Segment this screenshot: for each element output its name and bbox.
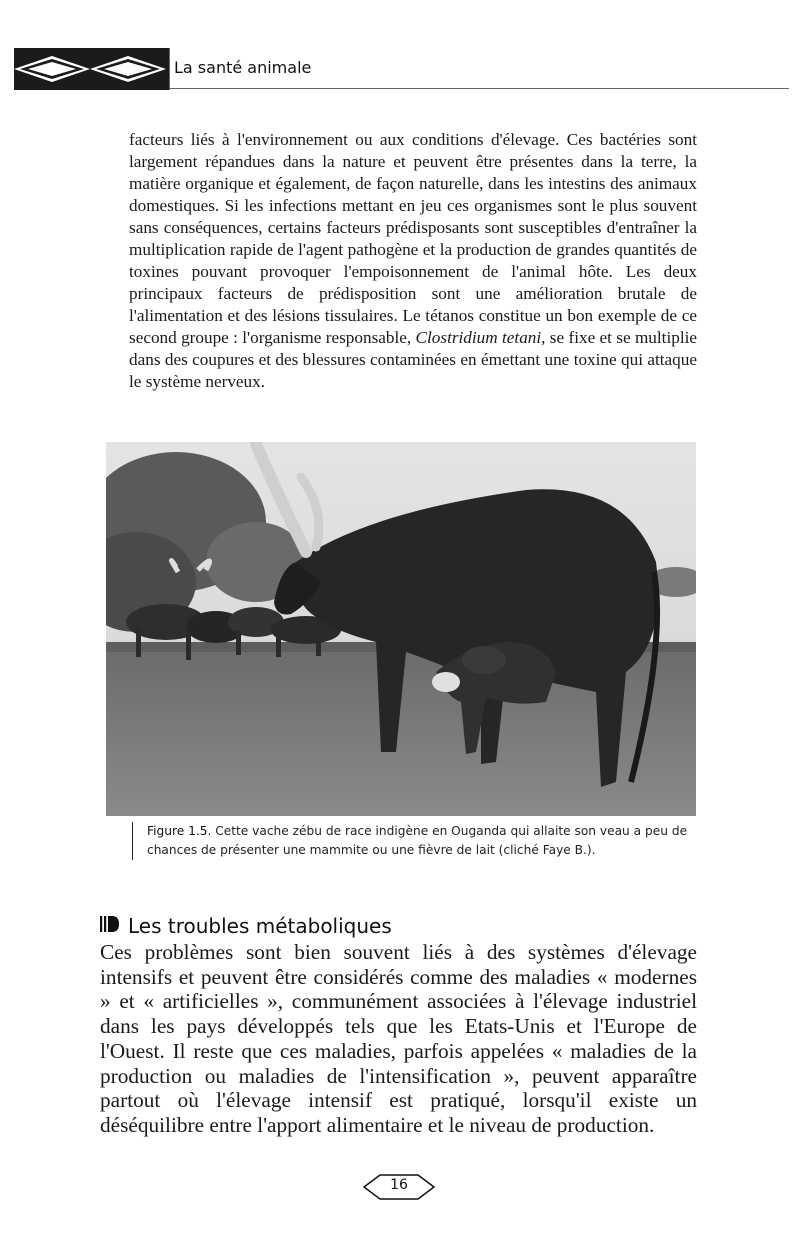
species-name: Clostridium tetani, [415,328,546,347]
body-text-part: facteurs liés à l'environnement ou aux conditions d'élevage. Ces bactéries sont largement répandues dans la nature et peuvent être présentes dans la terre, la matière organique et également, de façon naturelle, dans les intestins des animaux domestiques. Si les infections mettant en jeu ces organismes sont le plus souvent sans conséquences, certains facteurs prédisposants sont susceptibles d'entraîner la multiplication rapide de l'agent pathogène et la production de grandes quantités de toxines pouvant provoquer l'empoisonnement de l'animal hôte. Les deux principaux facteurs de prédisposition sont une amélioration brutale de l'alimentation et des lésions tissulaires. Le tétanos constitue un bon exemple de ce second groupe : l'organisme responsable, [129,130,697,347]
body-text-part: se fixe et se multiplie dans des coupures et des blessures contaminées en émettant une toxine qui attaque le système nerveux. [129,328,698,391]
figure-label: Figure 1.5. [147,824,212,838]
running-title: La santé animale [174,58,312,77]
section-heading [100,914,392,938]
header-divider [169,48,170,90]
header-ornament [14,48,169,90]
section-paragraph: Ces problèmes sont bien souvent liés à des systèmes d'élevage intensifs et peuvent être considérés comme des maladies « modernes » et « artificielles », communément associées à l'élevage industriel dans les pays développés tels que les Etats-Unis et l'Europe de l'Ouest. Il reste que ces maladies, parfois appelées « maladies de la production ou maladies de l'intensification », peuvent apparaître partout où l'élevage intensif est pratiqué, lorsqu'il existe un déséquilibre entre l'apport alimentaire et le niveau de production. [100,940,697,1137]
zebu-cow-photo [106,442,696,816]
figure-caption-text: Cette vache zébu de race indigène en Ouganda qui allaite son veau a peu de chances de présenter une mammite ou une fièvre de lait (cliché Faye B.). [147,824,688,857]
section-bullet-icon [100,914,120,938]
body-paragraph [129,129,697,393]
section-title: Les troubles métaboliques [128,914,392,938]
header-rule [169,88,789,89]
figure-caption [132,822,707,860]
page-number: 16 [390,1177,408,1193]
